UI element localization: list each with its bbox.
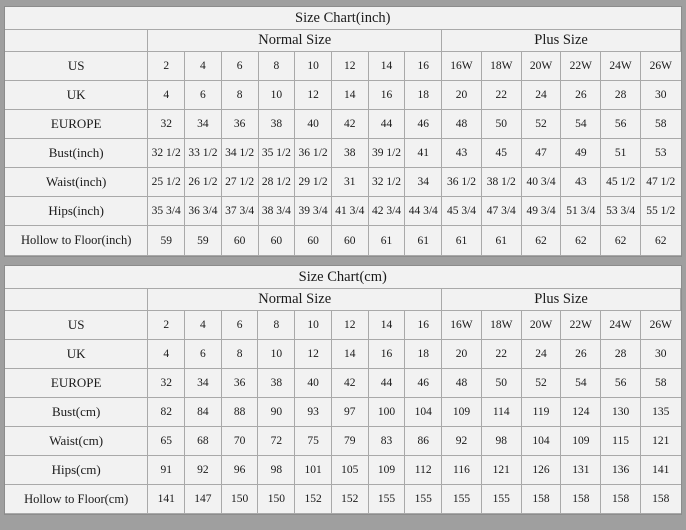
cell-value: 44	[368, 369, 405, 398]
cell-value: 43	[561, 168, 601, 197]
cell-value: 60	[331, 226, 368, 256]
cell-value: 109	[368, 456, 405, 485]
cell-value: 32 1/2	[148, 139, 185, 168]
cell-value: 34	[185, 110, 222, 139]
cell-value: 38	[258, 110, 295, 139]
cell-value: 104	[521, 427, 561, 456]
row-label-waist: Waist(inch)	[5, 168, 148, 197]
cell-value: 18	[405, 81, 442, 110]
row-label-uk: UK	[5, 340, 148, 369]
cell-value: 36	[221, 369, 258, 398]
cell-value: 4	[185, 311, 222, 340]
cell-value: 121	[481, 456, 521, 485]
cell-value: 20W	[521, 311, 561, 340]
cell-value: 39 3/4	[295, 197, 332, 226]
cell-value: 36 3/4	[185, 197, 222, 226]
cell-value: 147	[185, 485, 222, 514]
cell-value: 61	[368, 226, 405, 256]
cell-value: 48	[442, 369, 482, 398]
cell-value: 100	[368, 398, 405, 427]
cell-value: 152	[295, 485, 332, 514]
cell-value: 141	[640, 456, 680, 485]
cell-value: 28 1/2	[258, 168, 295, 197]
cell-value: 32	[148, 369, 185, 398]
cell-value: 14	[368, 311, 405, 340]
cell-value: 53 3/4	[601, 197, 641, 226]
group-header-plus: Plus Size	[442, 289, 681, 311]
cell-value: 18W	[481, 52, 521, 81]
table-row	[5, 398, 681, 427]
cell-value: 8	[258, 311, 295, 340]
title-row	[5, 7, 681, 30]
cell-value: 44 3/4	[405, 197, 442, 226]
cell-value: 98	[481, 427, 521, 456]
cell-value: 16	[405, 311, 442, 340]
row-label-europe: EUROPE	[5, 110, 148, 139]
cell-value: 38 1/2	[481, 168, 521, 197]
cell-value: 47	[521, 139, 561, 168]
cell-value: 10	[295, 52, 332, 81]
table-row	[5, 52, 681, 81]
group-header-row	[5, 30, 681, 52]
cell-value: 155	[368, 485, 405, 514]
cell-value: 84	[185, 398, 222, 427]
cell-value: 32	[148, 110, 185, 139]
cell-value: 30	[641, 81, 681, 110]
cell-value: 104	[405, 398, 442, 427]
row-label-hollow-to-floor: Hollow to Floor(cm)	[5, 485, 148, 514]
cell-value: 52	[521, 110, 561, 139]
cell-value: 40	[295, 369, 332, 398]
cell-value: 36 1/2	[295, 139, 332, 168]
cell-value: 47 1/2	[641, 168, 681, 197]
chart-title: Size Chart(inch)	[5, 7, 681, 30]
cell-value: 58	[640, 369, 680, 398]
cell-value: 6	[185, 81, 222, 110]
cell-value: 26	[561, 81, 601, 110]
cell-value: 141	[148, 485, 185, 514]
cell-value: 26W	[640, 311, 680, 340]
cell-value: 61	[405, 226, 442, 256]
cell-value: 12	[331, 311, 368, 340]
cell-value: 62	[561, 226, 601, 256]
cell-value: 20W	[521, 52, 561, 81]
cell-value: 150	[221, 485, 258, 514]
cell-value: 155	[442, 485, 482, 514]
cell-value: 46	[405, 110, 442, 139]
cell-value: 28	[601, 81, 641, 110]
cell-value: 16	[405, 52, 442, 81]
cell-value: 20	[442, 340, 482, 369]
table-row	[5, 197, 681, 226]
size-chart-cm	[4, 265, 682, 515]
cell-value: 29 1/2	[295, 168, 332, 197]
cell-value: 2	[148, 311, 185, 340]
cell-value: 114	[481, 398, 521, 427]
cell-value: 158	[640, 485, 680, 514]
cell-value: 24W	[601, 52, 641, 81]
cell-value: 16	[368, 340, 405, 369]
cell-value: 136	[601, 456, 641, 485]
row-label-bust: Bust(inch)	[5, 139, 148, 168]
cell-value: 121	[640, 427, 680, 456]
cell-value: 8	[221, 340, 258, 369]
cell-value: 115	[601, 427, 641, 456]
cell-value: 49	[561, 139, 601, 168]
row-label-uk: UK	[5, 81, 148, 110]
cell-value: 60	[221, 226, 258, 256]
cell-value: 62	[641, 226, 681, 256]
cell-value: 65	[148, 427, 185, 456]
cell-value: 28	[601, 340, 641, 369]
group-header-normal: Normal Size	[148, 289, 442, 311]
cell-value: 25 1/2	[148, 168, 185, 197]
cell-value: 46	[405, 369, 442, 398]
cell-value: 131	[561, 456, 601, 485]
cell-value: 45 3/4	[442, 197, 482, 226]
cell-value: 27 1/2	[221, 168, 258, 197]
cell-value: 12	[331, 52, 368, 81]
row-label-europe: EUROPE	[5, 369, 148, 398]
cell-value: 152	[331, 485, 368, 514]
cell-value: 58	[641, 110, 681, 139]
cell-value: 61	[481, 226, 521, 256]
cell-value: 24	[521, 81, 561, 110]
cell-value: 35 1/2	[258, 139, 295, 168]
cell-value: 109	[442, 398, 482, 427]
cell-value: 2	[148, 52, 185, 81]
cell-value: 150	[258, 485, 295, 514]
cell-value: 101	[295, 456, 332, 485]
size-chart-inch-table	[5, 7, 681, 256]
cell-value: 91	[148, 456, 185, 485]
cell-value: 4	[148, 81, 185, 110]
cell-value: 16W	[442, 52, 482, 81]
cell-value: 24W	[601, 311, 641, 340]
cell-value: 158	[601, 485, 641, 514]
cell-value: 32 1/2	[368, 168, 405, 197]
cell-value: 41 3/4	[331, 197, 368, 226]
cell-value: 126	[521, 456, 561, 485]
cell-value: 47 3/4	[481, 197, 521, 226]
cell-value: 12	[295, 81, 332, 110]
cell-value: 59	[185, 226, 222, 256]
cell-value: 38	[331, 139, 368, 168]
cell-value: 93	[295, 398, 332, 427]
cell-value: 53	[641, 139, 681, 168]
cell-value: 40	[295, 110, 332, 139]
cell-value: 98	[258, 456, 295, 485]
cell-value: 22W	[561, 52, 601, 81]
cell-value: 10	[258, 81, 295, 110]
table-row	[5, 369, 681, 398]
cell-value: 88	[221, 398, 258, 427]
cell-value: 22W	[561, 311, 601, 340]
cell-value: 45 1/2	[601, 168, 641, 197]
cell-value: 18W	[481, 311, 521, 340]
table-row	[5, 110, 681, 139]
cell-value: 54	[561, 110, 601, 139]
cell-value: 20	[442, 81, 482, 110]
table-row	[5, 456, 681, 485]
cell-value: 34	[405, 168, 442, 197]
cell-value: 6	[185, 340, 222, 369]
cell-value: 70	[221, 427, 258, 456]
row-label-bust: Bust(cm)	[5, 398, 148, 427]
cell-value: 72	[258, 427, 295, 456]
cell-value: 39 1/2	[368, 139, 405, 168]
cell-value: 43	[442, 139, 482, 168]
cell-value: 4	[148, 340, 185, 369]
cell-value: 124	[561, 398, 601, 427]
cell-value: 60	[258, 226, 295, 256]
cell-value: 30	[640, 340, 680, 369]
cell-value: 42 3/4	[368, 197, 405, 226]
cell-value: 92	[185, 456, 222, 485]
cell-value: 14	[331, 340, 368, 369]
cell-value: 38	[258, 369, 295, 398]
title-row	[5, 266, 681, 289]
cell-value: 48	[442, 110, 482, 139]
cell-value: 68	[185, 427, 222, 456]
cell-value: 40 3/4	[521, 168, 561, 197]
cell-value: 14	[368, 52, 405, 81]
table-row	[5, 168, 681, 197]
cell-value: 31	[331, 168, 368, 197]
cell-value: 90	[258, 398, 295, 427]
group-header-spacer	[5, 30, 148, 52]
cell-value: 35 3/4	[148, 197, 185, 226]
cell-value: 105	[331, 456, 368, 485]
cell-value: 38 3/4	[258, 197, 295, 226]
cell-value: 24	[521, 340, 561, 369]
cell-value: 60	[295, 226, 332, 256]
table-row	[5, 485, 681, 514]
table-row	[5, 427, 681, 456]
row-label-hips: Hips(cm)	[5, 456, 148, 485]
cell-value: 50	[481, 110, 521, 139]
cell-value: 56	[601, 110, 641, 139]
cell-value: 33 1/2	[185, 139, 222, 168]
cell-value: 16	[368, 81, 405, 110]
cell-value: 42	[331, 110, 368, 139]
cell-value: 116	[442, 456, 482, 485]
cell-value: 42	[331, 369, 368, 398]
table-row	[5, 139, 681, 168]
cell-value: 62	[521, 226, 561, 256]
cell-value: 52	[521, 369, 561, 398]
cell-value: 34	[185, 369, 222, 398]
table-row	[5, 311, 681, 340]
cell-value: 79	[331, 427, 368, 456]
cell-value: 12	[295, 340, 332, 369]
cell-value: 34 1/2	[221, 139, 258, 168]
cell-value: 86	[405, 427, 442, 456]
cell-value: 92	[442, 427, 482, 456]
cell-value: 55 1/2	[641, 197, 681, 226]
cell-value: 37 3/4	[221, 197, 258, 226]
cell-value: 16W	[442, 311, 482, 340]
cell-value: 22	[481, 340, 521, 369]
chart-title: Size Chart(cm)	[5, 266, 681, 289]
cell-value: 59	[148, 226, 185, 256]
cell-value: 119	[521, 398, 561, 427]
cell-value: 22	[481, 81, 521, 110]
table-row	[5, 226, 681, 256]
cell-value: 36 1/2	[442, 168, 482, 197]
cell-value: 4	[185, 52, 222, 81]
group-header-row	[5, 289, 681, 311]
cell-value: 82	[148, 398, 185, 427]
cell-value: 8	[258, 52, 295, 81]
row-label-hollow-to-floor: Hollow to Floor(inch)	[5, 226, 148, 256]
cell-value: 61	[442, 226, 482, 256]
cell-value: 51 3/4	[561, 197, 601, 226]
cell-value: 158	[561, 485, 601, 514]
row-label-us: US	[5, 52, 148, 81]
cell-value: 44	[368, 110, 405, 139]
cell-value: 135	[640, 398, 680, 427]
cell-value: 51	[601, 139, 641, 168]
cell-value: 155	[481, 485, 521, 514]
row-label-waist: Waist(cm)	[5, 427, 148, 456]
cell-value: 45	[481, 139, 521, 168]
cell-value: 155	[405, 485, 442, 514]
table-row	[5, 81, 681, 110]
size-chart-inch	[4, 6, 682, 257]
cell-value: 41	[405, 139, 442, 168]
group-header-plus: Plus Size	[442, 30, 681, 52]
cell-value: 112	[405, 456, 442, 485]
cell-value: 26 1/2	[185, 168, 222, 197]
row-label-hips: Hips(inch)	[5, 197, 148, 226]
cell-value: 14	[331, 81, 368, 110]
cell-value: 10	[258, 340, 295, 369]
cell-value: 36	[221, 110, 258, 139]
cell-value: 62	[601, 226, 641, 256]
cell-value: 49 3/4	[521, 197, 561, 226]
cell-value: 56	[601, 369, 641, 398]
group-header-spacer	[5, 289, 148, 311]
cell-value: 26W	[641, 52, 681, 81]
cell-value: 26	[561, 340, 601, 369]
cell-value: 75	[295, 427, 332, 456]
cell-value: 50	[481, 369, 521, 398]
cell-value: 54	[561, 369, 601, 398]
cell-value: 6	[221, 52, 258, 81]
cell-value: 158	[521, 485, 561, 514]
table-row	[5, 340, 681, 369]
cell-value: 6	[221, 311, 258, 340]
cell-value: 96	[221, 456, 258, 485]
cell-value: 109	[561, 427, 601, 456]
cell-value: 10	[295, 311, 332, 340]
size-chart-cm-table	[5, 266, 681, 514]
group-header-normal: Normal Size	[148, 30, 442, 52]
cell-value: 18	[405, 340, 442, 369]
cell-value: 130	[601, 398, 641, 427]
row-label-us: US	[5, 311, 148, 340]
cell-value: 83	[368, 427, 405, 456]
cell-value: 8	[221, 81, 258, 110]
cell-value: 97	[331, 398, 368, 427]
